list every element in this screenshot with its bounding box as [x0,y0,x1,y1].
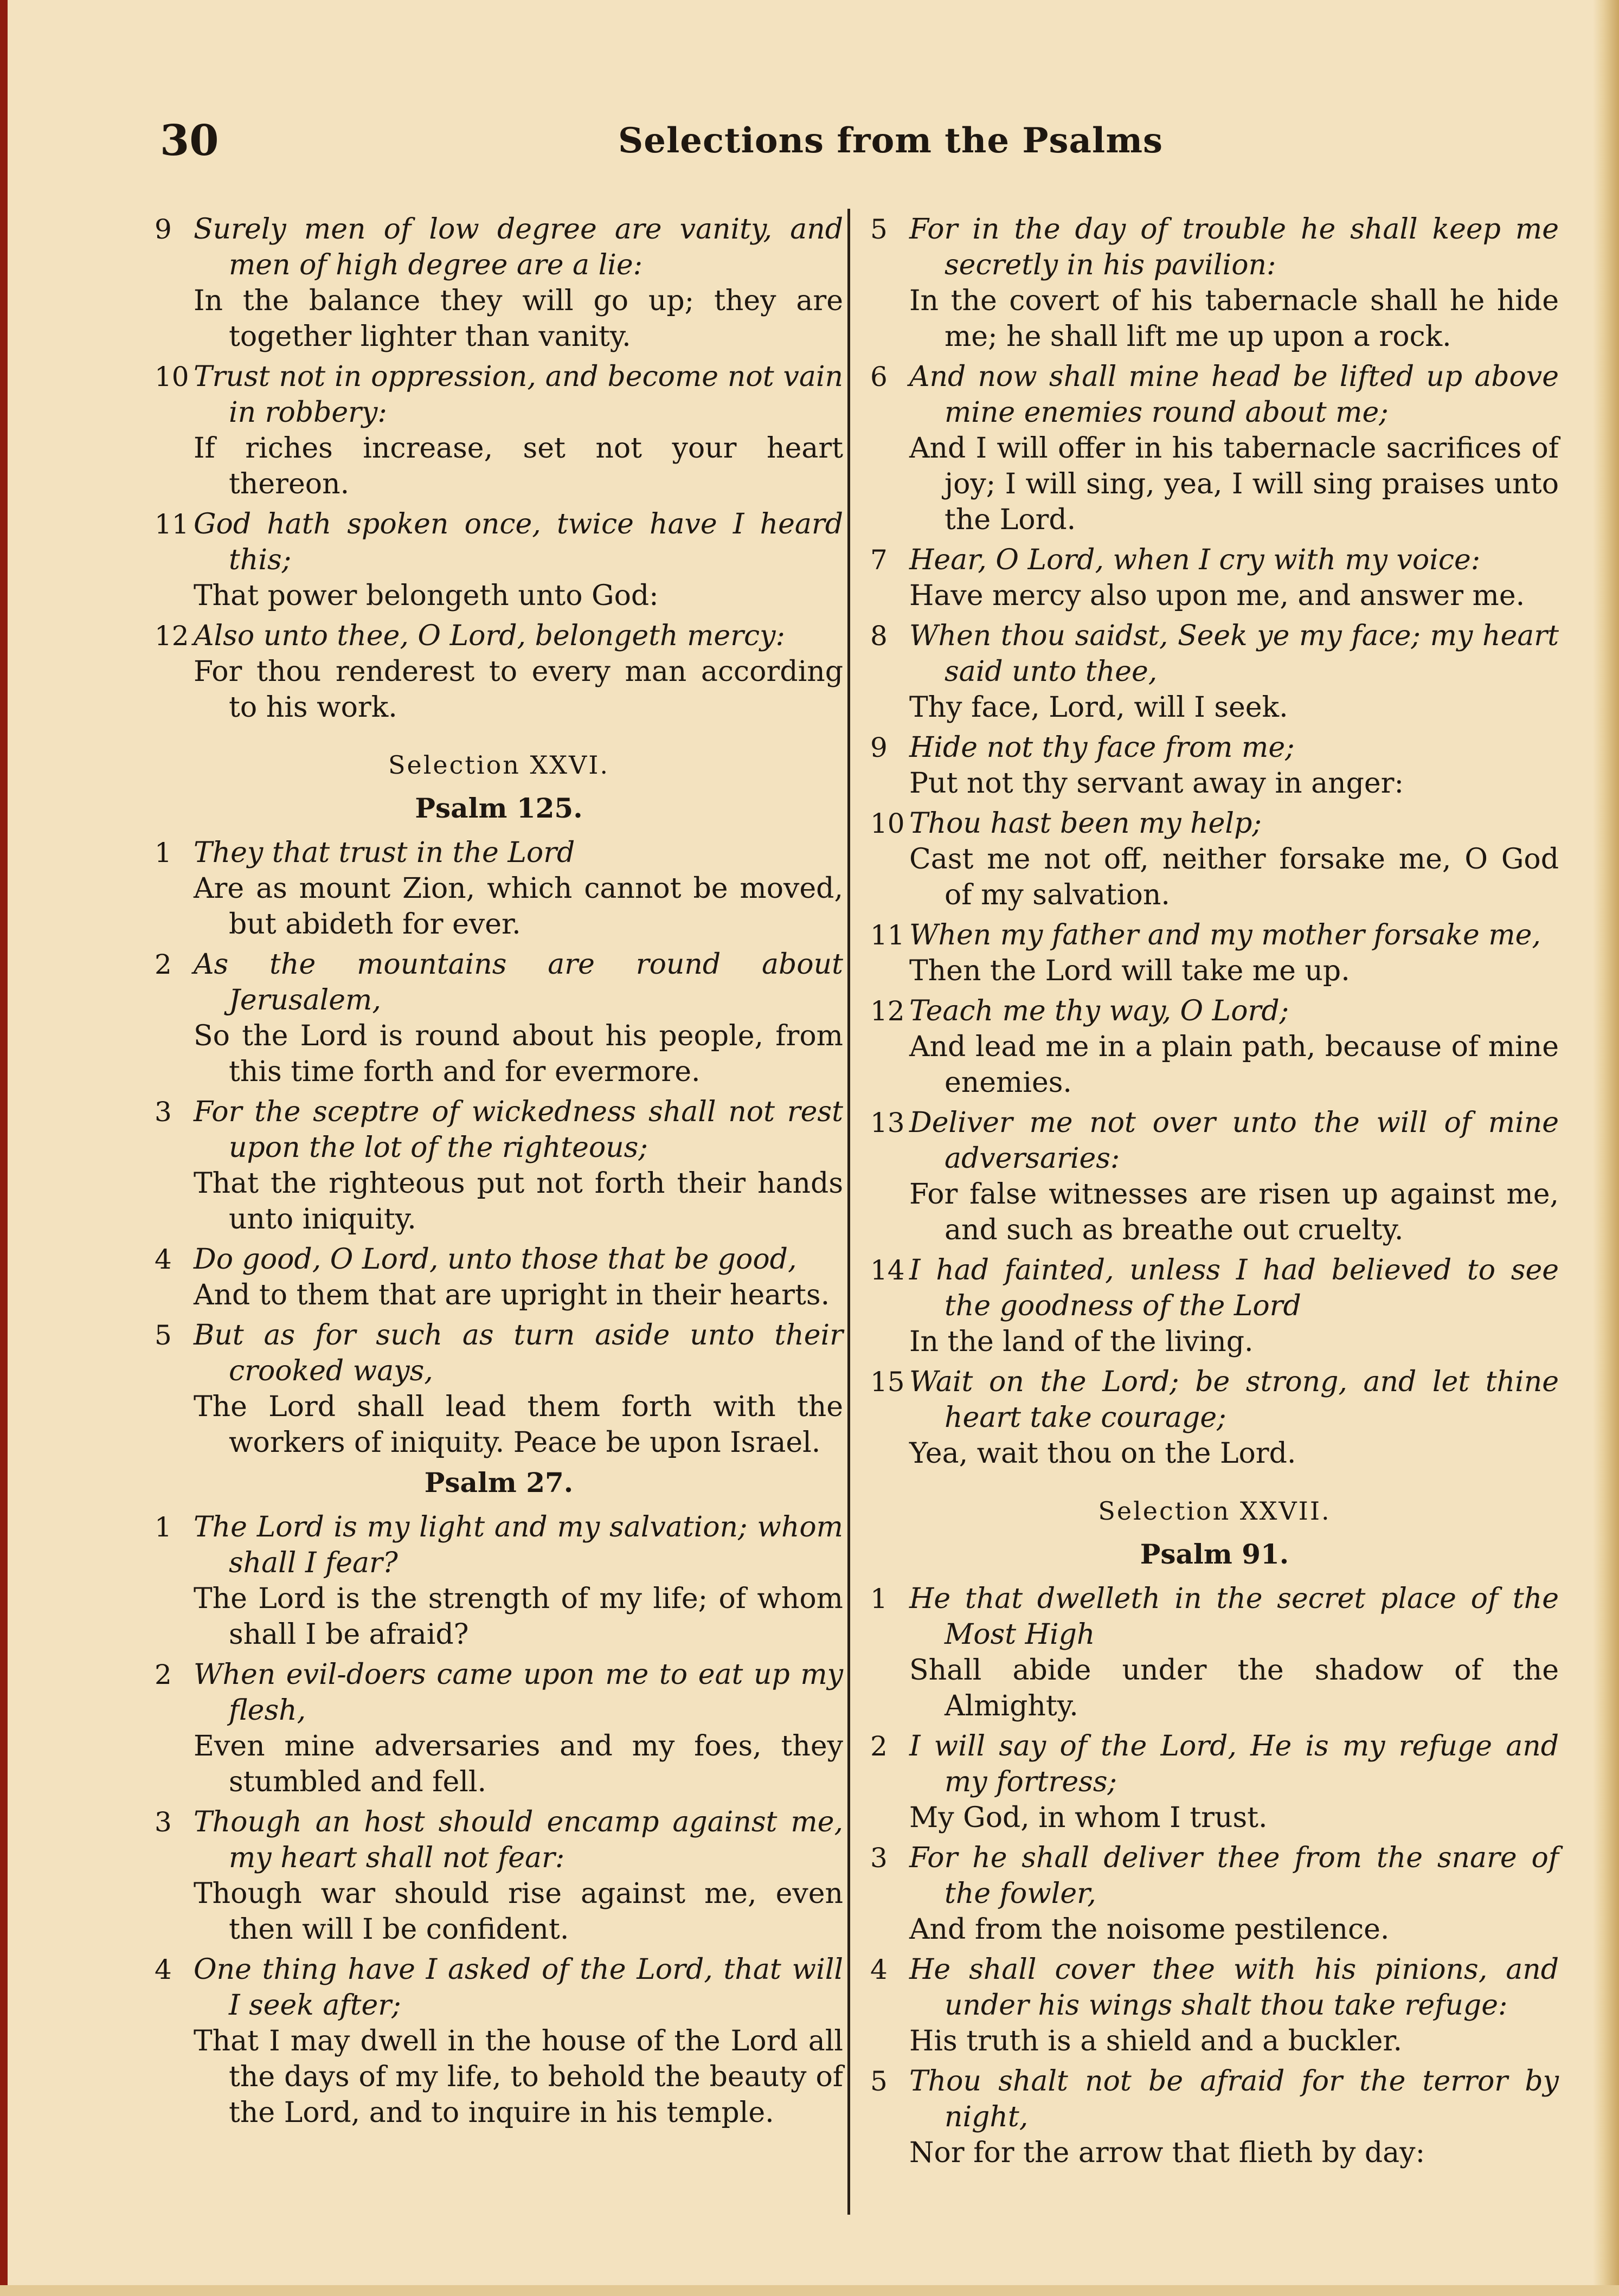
verse-number: 4 [155,1244,172,1275]
verse [155,1657,843,1800]
verse-number: 2 [155,1659,172,1690]
verse-first-half: He shall cover thee with his pinions, and under his wings shalt thou take refuge: [909,1953,1559,2022]
verse-first-half: Do good, O Lord, unto those that be good, [194,1243,797,1276]
verse-first-half: Trust not in oppression, and become not vain in robbery: [194,361,843,429]
verse [870,1105,1559,1248]
verse-second-half: That the righteous put not forth their hands unto iniquity. [194,1167,843,1236]
verse-second-half: In the balance they will go up; they are together lighter than vanity. [194,285,843,353]
psalm-heading-125: Psalm 125. [415,792,583,824]
verse-first-half: I will say of the Lord, He is my refuge and my fortress; [909,1730,1559,1798]
verse [870,1728,1559,1836]
left-column [155,211,843,2135]
verse [870,1364,1559,1471]
verse-first-half: God hath spoken once, twice have I heard this; [194,508,843,576]
verse-number: 3 [155,1806,172,1838]
verse [870,806,1559,913]
verse-first-half: The Lord is my light and my salvation; whom shall I fear? [194,1511,843,1579]
verse-second-half: The Lord shall lead them forth with the workers of iniquity. Peace be upon Israel. [194,1391,843,1459]
column-divider [847,209,850,2215]
verse-first-half: He that dwelleth in the secret place of the Most High [909,1583,1559,1651]
verse-first-half: Hide not thy face from me; [909,731,1295,764]
verse-first-half: Though an host should encamp against me, my heart shall not fear: [194,1806,843,1874]
verse-second-half: In the covert of his tabernacle shall he hide me; he shall lift me up upon a rock. [909,285,1559,353]
verse-second-half: Have mercy also upon me, and answer me. [909,580,1525,612]
verse-number: 11 [155,509,189,540]
verse [870,618,1559,725]
verse-number: 9 [870,732,888,763]
verse [155,1804,843,1947]
verse-second-half: For false witnesses are risen up against me, and such as breathe out cruelty. [909,1178,1559,1246]
verse-second-half: If riches increase, set not your heart thereon. [194,432,843,500]
psalm-62-verses [155,211,843,725]
verse-first-half: Thou shalt not be afraid for the terror by night, [909,2065,1559,2133]
verse-number: 5 [155,1320,172,1351]
verse-first-half: For in the day of trouble he shall keep me secretly in his pavilion: [909,213,1559,281]
verse-number: 4 [155,1954,172,1985]
verse-first-half: Surely men of low degree are vanity, and men of high degree are a lie: [194,213,843,281]
verse [155,1242,843,1313]
verse-second-half: In the land of the living. [909,1326,1254,1358]
verse-first-half: I had fainted, unless I had believed to see the goodness of the Lord [909,1254,1559,1322]
verse-second-half: Even mine adversaries and my foes, they stumbled and fell. [194,1730,843,1798]
verse-first-half: Teach me thy way, O Lord; [909,995,1289,1027]
verse [870,1952,1559,2059]
verse [155,211,843,355]
verse [870,1840,1559,1947]
verse-second-half: Nor for the arrow that flieth by day: [909,2137,1425,2169]
verse [870,2063,1559,2171]
verse-first-half: For he shall deliver thee from the snare of the fowler, [909,1842,1559,1910]
verse-number: 2 [870,1731,888,1762]
verse [870,211,1559,355]
page-bottom-edge [0,2285,1619,2296]
verse-first-half: Wait on the Lord; be strong, and let thine heart take courage; [909,1366,1559,1434]
verse-first-half: But as for such as turn aside unto their crooked ways, [194,1319,843,1387]
verse-second-half: The Lord is the strength of my life; of whom shall I be afraid? [194,1583,843,1651]
verse-number: 12 [870,995,905,1027]
psalm-27-verses [155,1509,843,2131]
verse [870,542,1559,614]
verse-second-half: Then the Lord will take me up. [909,955,1350,987]
page-number: 30 [160,116,219,165]
verse-number: 14 [870,1255,905,1286]
verse-first-half: When my father and my mother forsake me, [909,919,1541,951]
verse-first-half: When thou saidst, Seek ye my face; my heart said unto thee, [909,620,1559,688]
verse-number: 5 [870,214,888,245]
selection-heading: Selection XXVII. [1098,1496,1331,1526]
verse-second-half: Are as mount Zion, which cannot be moved, but abideth for ever. [194,872,843,941]
verse [155,1317,843,1461]
verse-second-half: And to them that are upright in their hearts. [194,1279,830,1311]
verse-second-half: For thou renderest to every man according to his work. [194,655,843,724]
verse-number: 15 [870,1366,905,1398]
psalm-27-continued-verses [870,211,1559,1471]
verse-number: 1 [870,1583,888,1615]
verse-number: 11 [870,919,905,951]
verse-first-half: They that trust in the Lord [194,837,575,869]
verse [870,1581,1559,1724]
verse [870,359,1559,538]
verse-number: 3 [155,1096,172,1128]
verse-second-half: Thy face, Lord, will I seek. [909,691,1288,724]
verse [155,1509,843,1652]
verse-number: 13 [870,1107,905,1139]
psalm-125-verses [155,835,843,1461]
verse-first-half: Thou hast been my help; [909,807,1262,840]
verse-second-half: Cast me not off, neither forsake me, O God of my salvation. [909,843,1559,911]
verse-second-half: Though war should rise against me, even then will I be confident. [194,1877,843,1946]
verse [155,947,843,1090]
verse-second-half: His truth is a shield and a buckler. [909,2025,1403,2057]
verse-second-half: That power belongeth unto God: [194,580,659,612]
verse-second-half: That I may dwell in the house of the Lord all the days of my life, to behold the beauty of the Lord, and to inquire in his temple. [194,2025,843,2129]
verse [155,618,843,725]
verse-second-half: And from the noisome pestilence. [909,1913,1390,1946]
verse-second-half: So the Lord is round about his people, from this time forth and for evermore. [194,1020,843,1088]
page-right-edge [1593,0,1619,2296]
verse-second-half: And I will offer in his tabernacle sacrifices of joy; I will sing, yea, I will sing praises unto the Lord. [909,432,1559,536]
verse [870,730,1559,801]
verse-number: 2 [155,949,172,980]
page-left-edge [0,0,8,2296]
verse [155,835,843,942]
verse-first-half: Also unto thee, O Lord, belongeth mercy: [194,620,786,652]
verse-first-half: Hear, O Lord, when I cry with my voice: [909,544,1481,576]
verse-number: 10 [155,361,189,393]
verse-number: 3 [870,1842,888,1874]
verse-second-half: Yea, wait thou on the Lord. [909,1437,1296,1470]
verse-number: 8 [870,620,888,652]
verse-first-half: One thing have I asked of the Lord, that will I seek after; [194,1953,843,2022]
verse-number: 4 [870,1954,888,1985]
verse-second-half: Put not thy servant away in anger: [909,767,1404,800]
verse [155,1952,843,2131]
verse-number: 6 [870,361,888,393]
verse-number: 9 [155,214,172,245]
psalm-heading-27: Psalm 27. [424,1467,574,1498]
verse-second-half: And lead me in a plain path, because of mine enemies. [909,1031,1559,1099]
verse-number: 1 [155,1512,172,1543]
psalm-91-verses [870,1581,1559,2171]
verse-first-half: When evil-doers came upon me to eat up my flesh, [194,1658,843,1727]
verse-number: 10 [870,808,905,839]
verse-first-half: As the mountains are round about Jerusalem, [194,948,843,1017]
verse-number: 1 [155,837,172,869]
verse [155,506,843,614]
verse-number: 12 [155,620,189,652]
verse [155,359,843,502]
selection-heading: Selection XXVI. [388,750,610,780]
verse-first-half: And now shall mine head be lifted up above mine enemies round about me; [909,361,1559,429]
psalm-heading-91: Psalm 91. [1140,1538,1289,1570]
verse-number: 7 [870,544,888,576]
verse [155,1094,843,1237]
right-column [870,211,1559,2175]
verse-number: 5 [870,2066,888,2097]
verse-first-half: For the sceptre of wickedness shall not rest upon the lot of the righteous; [194,1096,843,1164]
verse [870,993,1559,1101]
verse [870,1252,1559,1360]
page-header [160,114,1537,168]
verse-first-half: Deliver me not over unto the will of mine adversaries: [909,1107,1559,1175]
verse-second-half: Shall abide under the shadow of the Almighty. [909,1654,1559,1722]
verse-second-half: My God, in whom I trust. [909,1802,1268,1834]
verse [870,917,1559,989]
running-title: Selections from the Psalms [618,120,1164,161]
